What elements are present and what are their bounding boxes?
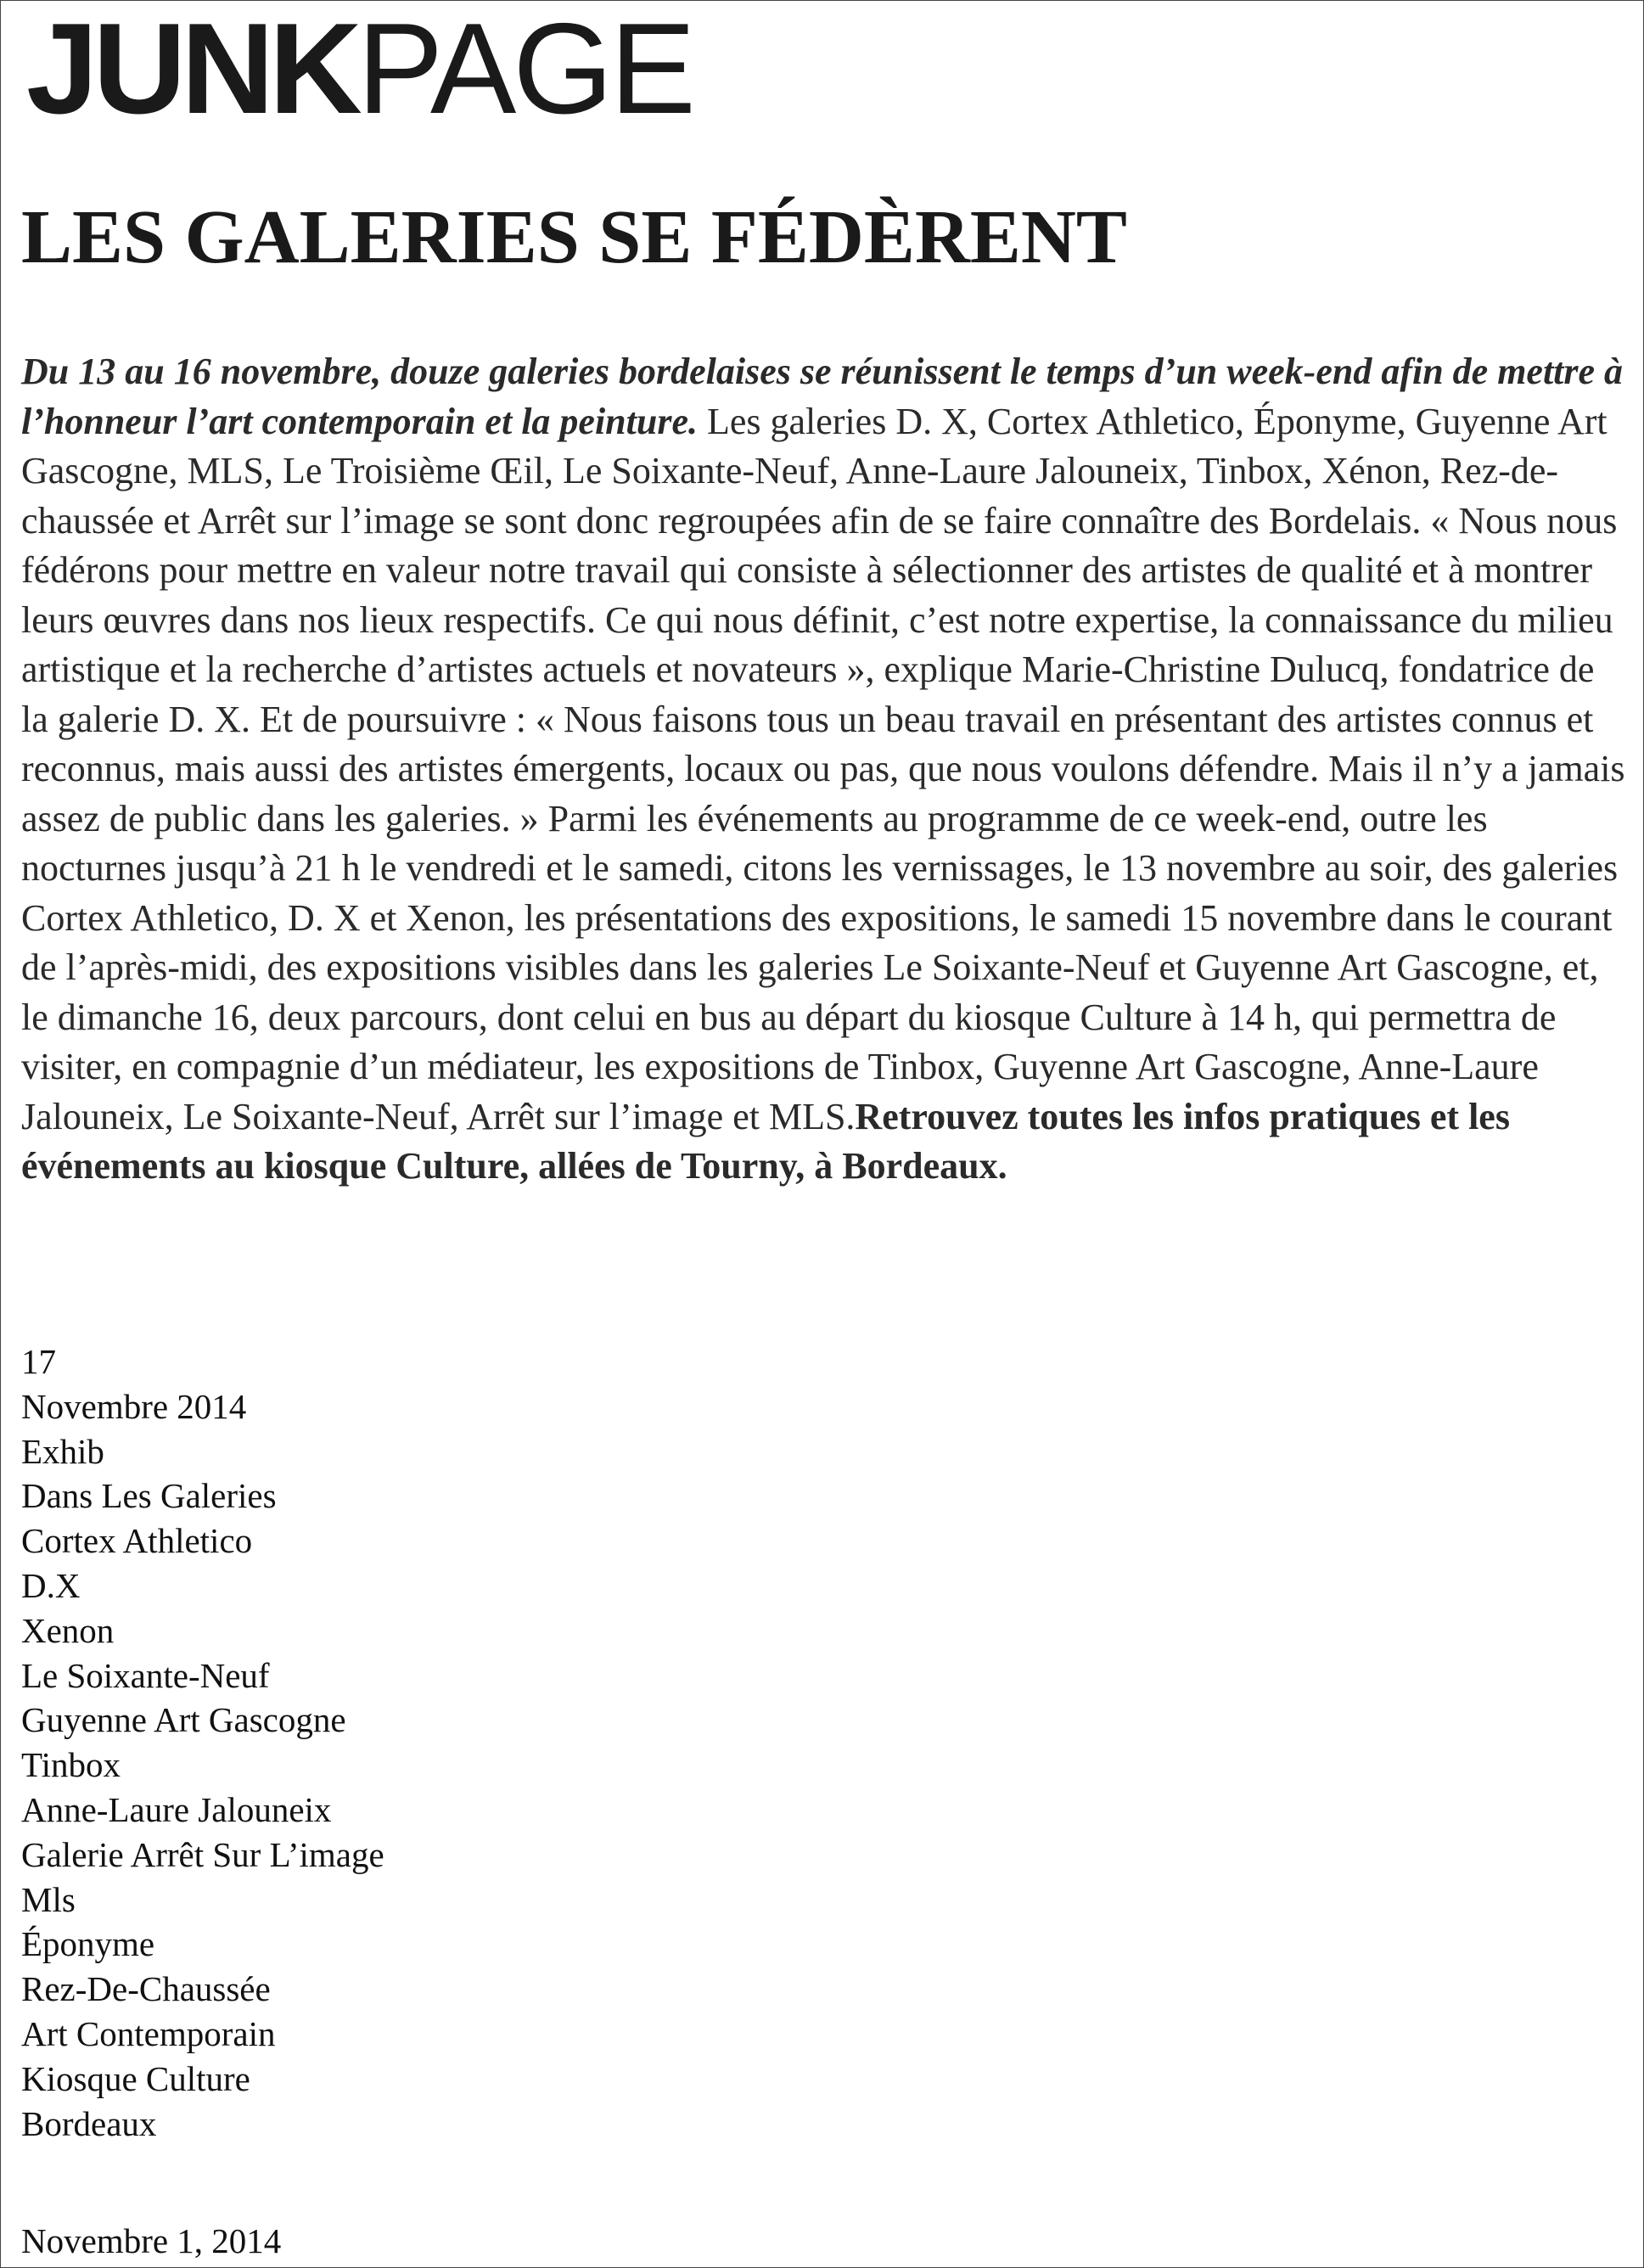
article-headline: LES GALERIES SE FÉDÈRENT bbox=[21, 195, 1127, 279]
tag-item: Galerie Arrêt Sur L’image bbox=[21, 1834, 384, 1874]
tag-item: Éponyme bbox=[21, 1924, 155, 1964]
article-body bbox=[21, 347, 1630, 1192]
tag-item: Mls bbox=[21, 1879, 76, 1919]
tag-item: D.X bbox=[21, 1565, 81, 1605]
junkpage-logo bbox=[26, 0, 693, 141]
tag-item: Dans Les Galeries bbox=[21, 1476, 277, 1516]
tag-item: Le Soixante-Neuf bbox=[21, 1655, 270, 1695]
tag-item: Anne-Laure Jalouneix bbox=[21, 1789, 332, 1829]
tag-list bbox=[21, 1339, 384, 2146]
article-closing: Retrouvez toutes les infos pratiques et les événements au kiosque Culture, allées de Tourny, à Bordeaux. bbox=[21, 1095, 1510, 1187]
tag-item: Rez-De-Chaussée bbox=[21, 1969, 271, 2009]
article-body-text: Les galeries D. X, Cortex Athletico, Éponyme, Guyenne Art Gascogne, MLS, Le Troisième Œil, Le Soixante-Neuf, Anne-Laure Jalouneix, Tinbox, Xénon, Rez-de-chaussée et Arrêt sur l’image se sont donc regroupées afin de se faire connaître des Bordelais. « Nous nous fédérons pour mettre en valeur notre travail qui consiste à sélectionner des artistes de qualité et à montrer leurs œuvres dans nos lieux respectifs. Ce qui nous définit, c’est notre expertise, la connaissance du milieu artistique et la recherche d’artistes actuels et novateurs », explique Marie-Christine Dulucq, fondatrice de la galerie D. X. Et de poursuivre : « Nous faisons tous un beau travail en présentant des artistes connus et reconnus, mais aussi des artistes émergents, locaux ou pas, que nous voulons défendre. Mais il n’y a jamais assez de public dans les galeries. » Parmi les événements au programme de ce week-end, outre les nocturnes jusqu’à 21 h le vendredi et le samedi, citons les vernissages, le 13 novembre au soir, des galeries Cortex Athletico, D. X et Xenon, les présentations des expositions, le samedi 15 novembre dans le courant de l’après-midi, des expositions visibles dans les galeries Le Soixante-Neuf et Guyenne Art Gascogne, et, le dimanche 16, deux parcours, dont celui en bus au départ du kiosque Culture à 14 h, qui permettra de visiter, en compagnie d’un médiateur, les expositions de Tinbox, Guyenne Art Gascogne, Anne-Laure Jalouneix, Le Soixante-Neuf, Arrêt sur l’image et MLS. bbox=[21, 400, 1625, 1137]
tag-item: 17 bbox=[21, 1342, 56, 1381]
tag-item: Xenon bbox=[21, 1610, 115, 1650]
tag-item: Bordeaux bbox=[21, 2103, 157, 2143]
tag-item: Tinbox bbox=[21, 1745, 121, 1785]
tag-item: Guyenne Art Gascogne bbox=[21, 1700, 346, 1740]
logo-bold-part: JUNK bbox=[26, 0, 357, 141]
tag-item: Exhib bbox=[21, 1431, 104, 1471]
publication-date: Novembre 1, 2014 bbox=[21, 2221, 282, 2260]
logo-light-part: PAGE bbox=[356, 0, 693, 141]
tag-item: Cortex Athletico bbox=[21, 1521, 253, 1561]
tag-item: Novembre 2014 bbox=[21, 1386, 247, 1426]
article-lead: Du 13 au 16 novembre, douze galeries bordelaises se réunissent le temps d’un week-end afin de mettre à l’honneur l’art contemporain et la peinture. bbox=[21, 351, 1624, 442]
tag-item: Kiosque Culture bbox=[21, 2058, 250, 2098]
tag-item: Art Contemporain bbox=[21, 2013, 276, 2053]
